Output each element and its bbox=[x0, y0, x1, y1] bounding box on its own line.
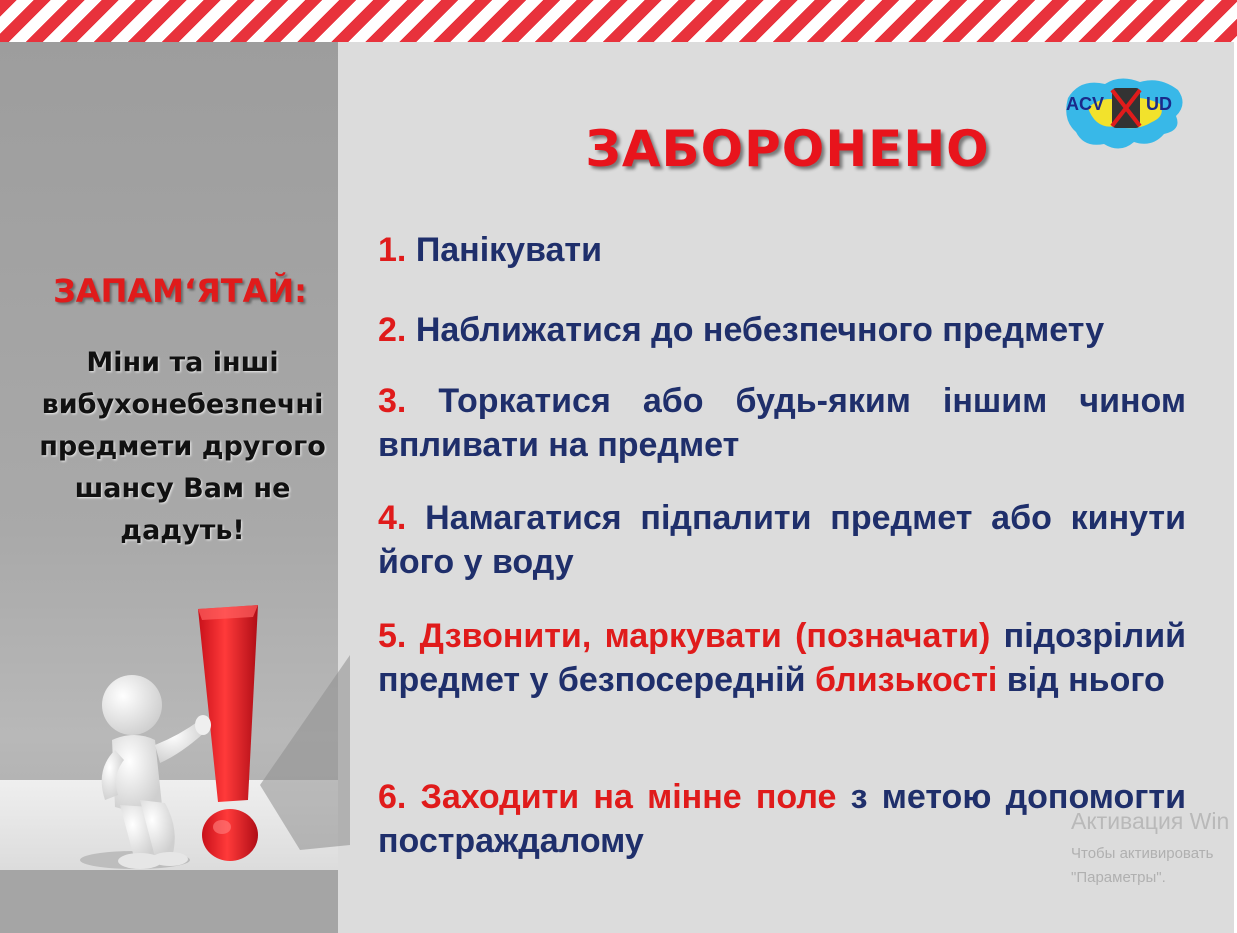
item-number: 2. bbox=[378, 311, 407, 349]
item-text: з метою допомогти постраждалому bbox=[378, 778, 1186, 860]
item-number: 3. bbox=[378, 382, 407, 420]
item-text: Намагатися підпалити предмет або кинути його у воду bbox=[378, 499, 1186, 581]
top-stripe-bar bbox=[0, 0, 1237, 42]
item-number: 1. bbox=[378, 231, 407, 269]
item-text: підозрілий предмет у безпосередній bbox=[378, 617, 1186, 699]
list-item bbox=[378, 379, 1186, 467]
logo-text-right: UD bbox=[1146, 94, 1172, 114]
remember-heading: ЗАПАМ‘ЯТАЙ: bbox=[53, 272, 307, 310]
item-text: від нього bbox=[1006, 661, 1165, 699]
activation-watermark-text bbox=[1071, 842, 1213, 890]
item-red-text: Дзвонити, маркувати (позначати) bbox=[419, 617, 991, 655]
list-item bbox=[378, 228, 1186, 272]
watermark-line: "Параметры". bbox=[1071, 869, 1166, 886]
item-number: 6. bbox=[378, 778, 407, 816]
activation-watermark-title: Активация Win bbox=[1071, 808, 1230, 834]
list-item bbox=[378, 614, 1186, 702]
item-red-text: Заходити на мінне поле bbox=[420, 778, 837, 816]
figure-leaning-on-exclamation-icon bbox=[60, 595, 350, 885]
list-item bbox=[378, 496, 1186, 584]
item-red-text: близькості bbox=[814, 661, 998, 699]
item-number: 4. bbox=[378, 499, 407, 537]
logo-text-left: ACV bbox=[1066, 94, 1105, 114]
list-item bbox=[378, 308, 1186, 352]
main-title: ЗАБОРОНЕНО bbox=[585, 120, 990, 178]
remember-text: Міни та інші вибухонебезпечні предмети другого шансу Вам не дадуть! bbox=[39, 347, 326, 546]
item-text: Наближатися до небезпечного предмету bbox=[415, 311, 1105, 349]
item-number: 5. bbox=[378, 617, 407, 655]
item-text: Торкатися або будь-яким іншим чином впливати на предмет bbox=[378, 382, 1186, 464]
item-text: Панікувати bbox=[415, 231, 602, 269]
list-item bbox=[378, 775, 1186, 863]
watermark-line: Чтобы активировать bbox=[1071, 845, 1214, 862]
